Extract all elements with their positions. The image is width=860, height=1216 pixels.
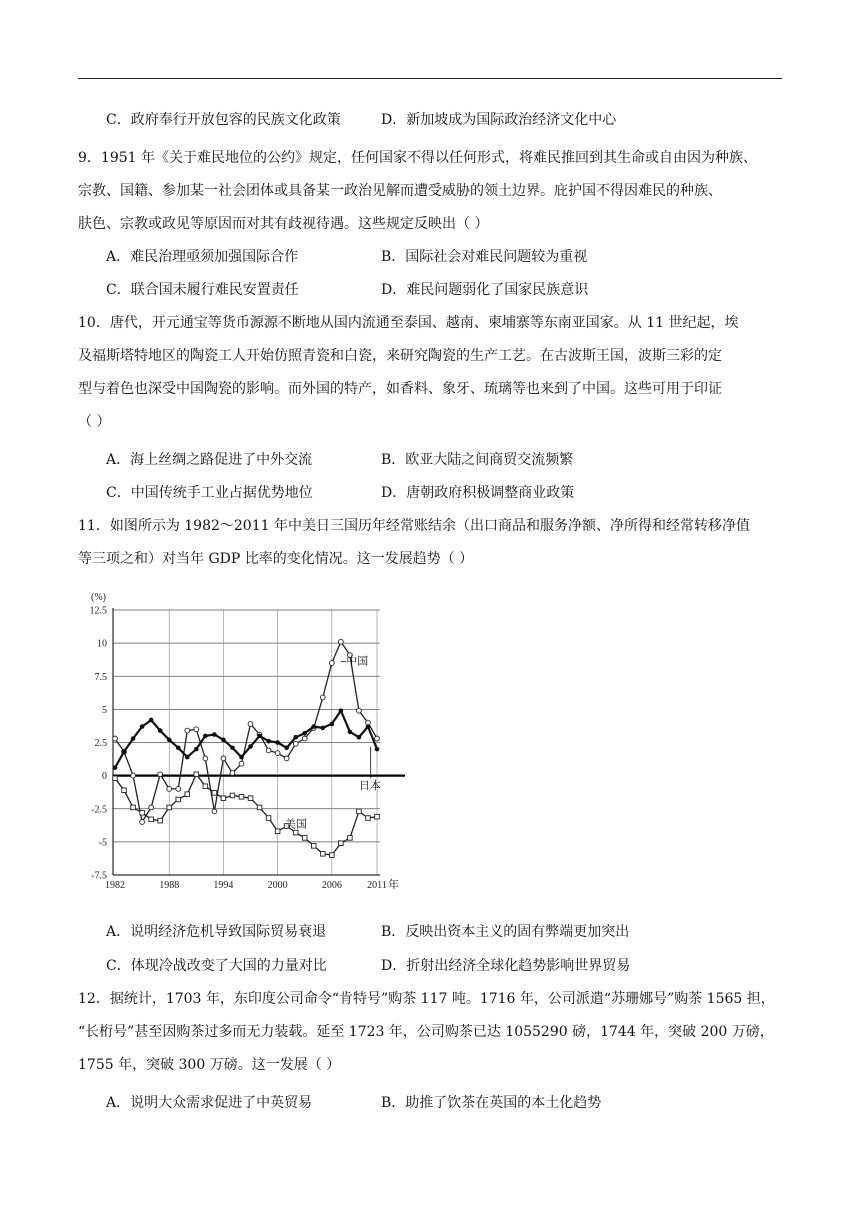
data-point [348, 836, 353, 841]
data-point [248, 722, 253, 727]
data-point [357, 708, 362, 713]
current-account-chart [80, 584, 410, 896]
series-line-0 [115, 642, 377, 822]
data-point [140, 810, 145, 815]
data-point [122, 749, 127, 754]
q10-option-c: C．中国传统手工业占据优势地位 [106, 485, 313, 501]
data-point [329, 661, 334, 666]
q10-stem-line-3: 型与着色也深受中国陶瓷的影响。而外国的特产，如香料、象牙、琉璃等也来到了中国。这些可用于印证 [78, 381, 722, 397]
q9-stem-line-2: 宗教、国籍、参加某一社会团体或具备某一政治见解而遭受威胁的领土边界。庇护国不得因难民的种族、 [78, 183, 722, 199]
y-axis-unit-label: (%) [91, 592, 106, 603]
y-tick-label: 0 [102, 771, 107, 783]
data-point [167, 805, 172, 810]
q9-option-c: C．联合国未履行难民安置责任 [106, 282, 299, 298]
data-point [284, 756, 289, 761]
q11-stem-line-1: 11．如图所示为 1982～2011 年中美日三国历年经常账结余（出口商品和服务净额、净所得和经常转移净值 [78, 518, 750, 534]
data-point [149, 805, 154, 810]
data-point [311, 724, 316, 729]
data-point [212, 809, 217, 814]
data-point [203, 734, 208, 739]
series-label-china: 中国 [346, 655, 369, 668]
y-tick-label: 7.5 [94, 671, 107, 683]
data-point [330, 722, 335, 727]
data-point [167, 786, 172, 791]
data-point [203, 756, 208, 761]
q12-option-b: B．助推了饮茶在英国的本土化趋势 [381, 1095, 602, 1111]
data-point [185, 792, 190, 797]
data-point [113, 776, 118, 781]
data-point [140, 724, 145, 729]
data-point [275, 829, 280, 834]
q10-stem-line-2: 及福斯塔特地区的陶瓷工人开始仿照青瓷和白瓷，来研究陶瓷的生产工艺。在古波斯王国，波斯三彩的定 [78, 348, 722, 364]
data-point [302, 736, 307, 741]
data-point [275, 751, 280, 756]
data-point [122, 788, 127, 793]
data-point [284, 746, 289, 751]
data-point [357, 735, 362, 740]
x-tick-label: 1994 [213, 880, 234, 891]
q9-stem-line-1: 9．1951 年《关于难民地位的公约》规定，任何国家不得以任何形式，将难民推回到其生命或自由因为种族、 [78, 150, 757, 166]
data-point [212, 791, 217, 796]
q12-stem-line-3: 1755 年，突破 300 万磅。这一发展（ ） [78, 1057, 341, 1073]
q10-option-d: D．唐朝政府积极调整商业政策 [381, 485, 575, 501]
y-tick-label: -2.5 [91, 804, 107, 816]
data-point [113, 736, 118, 741]
y-tick-label: -5 [98, 837, 107, 849]
data-point [176, 797, 181, 802]
data-point [311, 844, 316, 849]
x-tick-label: 1988 [159, 880, 180, 891]
x-tick-label: 1982 [105, 880, 125, 891]
chart-axes [113, 608, 405, 875]
data-point [302, 836, 307, 841]
data-point [375, 747, 380, 752]
q10-stem-line-1: 10．唐代，开元通宝等货币源源不断地从国内流通至泰国、越南、柬埔寨等东南亚国家。从 11 世纪起，埃 [78, 315, 739, 331]
data-point [194, 772, 199, 777]
data-point [113, 765, 118, 770]
q12-option-a: A．说明大众需求促进了中英贸易 [106, 1095, 313, 1111]
q12-stem-line-1: 12．据统计，1703 年，东印度公司命令“肯特号”购茶 117 吨。1716 年，公司派遣“苏珊娜号”购茶 1565 担， [78, 991, 775, 1007]
data-point [248, 796, 253, 801]
data-point [339, 841, 344, 846]
data-point [176, 786, 181, 791]
q10-option-a: A．海上丝绸之路促进了中外交流 [106, 452, 313, 468]
x-tick-label: 2000 [267, 880, 288, 891]
data-point [330, 853, 335, 858]
data-point [293, 735, 298, 740]
data-point [131, 773, 136, 778]
data-point [293, 741, 298, 746]
y-tick-label: 2.5 [94, 738, 107, 749]
data-point [158, 728, 163, 733]
data-point [221, 738, 226, 743]
data-point [375, 814, 380, 819]
q12-stem-line-2: “长桁号”甚至因购茶过多而无力装载。延至 1723 年，公司购茶已达 1055290 磅，1744 年，突破 200 万磅， [78, 1024, 774, 1040]
data-point [167, 738, 172, 743]
data-point [158, 818, 163, 823]
data-point [366, 816, 371, 821]
data-point [203, 784, 208, 789]
data-point [230, 746, 235, 751]
data-point [320, 726, 325, 731]
q9-stem-line-3: 肤色、宗教或政见等原因而对其有歧视待遇。这些规定反映出（ ） [78, 216, 489, 232]
q9-option-b: B．国际社会对难民问题较为重视 [381, 249, 588, 265]
q9-option-a: A．难民治理亟须加强国际合作 [106, 249, 299, 265]
data-point [320, 695, 325, 700]
q10-option-b: B．欧亚大陆之间商贸交流频繁 [381, 452, 574, 468]
q11-stem-line-2: 等三项之和）对当年 GDP 比率的变化情况。这一发展趋势（ ） [78, 551, 474, 567]
data-point [320, 852, 325, 857]
data-point [302, 731, 307, 736]
x-tick-label: 2006 [321, 880, 342, 891]
series-line-1 [115, 711, 377, 768]
data-point [257, 734, 262, 739]
series-label-japan: 日本 [358, 779, 381, 792]
data-point [248, 744, 253, 749]
q11-option-d: D．折射出经济全球化趋势影响世界贸易 [381, 958, 631, 974]
data-point [339, 708, 344, 713]
header-rule [78, 78, 782, 79]
data-point [257, 805, 262, 810]
data-point [348, 730, 353, 735]
data-point [194, 747, 199, 752]
data-point [266, 816, 271, 821]
series-label-us: 美国 [284, 818, 307, 831]
data-point [230, 771, 235, 776]
data-point [293, 830, 298, 835]
data-point [266, 748, 271, 753]
data-point [275, 740, 280, 745]
y-tick-label: -7.5 [91, 870, 107, 882]
data-point [185, 728, 190, 733]
q10-stem-line-4: （ ） [78, 414, 111, 430]
data-point [338, 639, 343, 644]
y-tick-label: 5 [102, 704, 107, 716]
q9-option-d: D．难民问题弱化了国家民族意识 [381, 282, 589, 298]
x-axis-unit-label: 年 [388, 879, 399, 891]
data-point [212, 732, 217, 737]
chart-series [113, 639, 380, 857]
y-tick-label: 10 [97, 638, 107, 650]
q11-option-b: B．反映出资本主义的固有弊端更加突出 [381, 924, 630, 940]
data-point [230, 793, 235, 798]
data-point [176, 746, 181, 751]
data-point [239, 795, 244, 800]
data-point [158, 772, 163, 777]
q8-option-c: C．政府奉行开放包容的民族文化政策 [106, 112, 341, 128]
data-point [266, 739, 271, 744]
data-point [366, 724, 371, 729]
data-point [221, 796, 226, 801]
q11-option-c: C．体现冷战改变了大国的力量对比 [106, 958, 327, 974]
data-point [131, 805, 136, 810]
data-point [149, 817, 154, 822]
chart-labels [90, 592, 400, 891]
q11-option-a: A．说明经济危机导致国际贸易衰退 [106, 924, 327, 940]
data-point [131, 736, 136, 741]
data-point [221, 756, 226, 761]
q8-option-d: D．新加坡成为国际政治经济文化中心 [381, 112, 617, 128]
data-point [194, 727, 199, 732]
data-point [185, 755, 190, 760]
data-point [149, 718, 154, 723]
data-point [239, 755, 244, 760]
data-point [239, 761, 244, 766]
series-line-2 [115, 774, 377, 855]
data-point [375, 736, 380, 741]
y-tick-label: 12.5 [89, 605, 107, 617]
data-point [140, 820, 145, 825]
data-point [357, 809, 362, 814]
x-tick-label: 2011 [367, 880, 387, 891]
